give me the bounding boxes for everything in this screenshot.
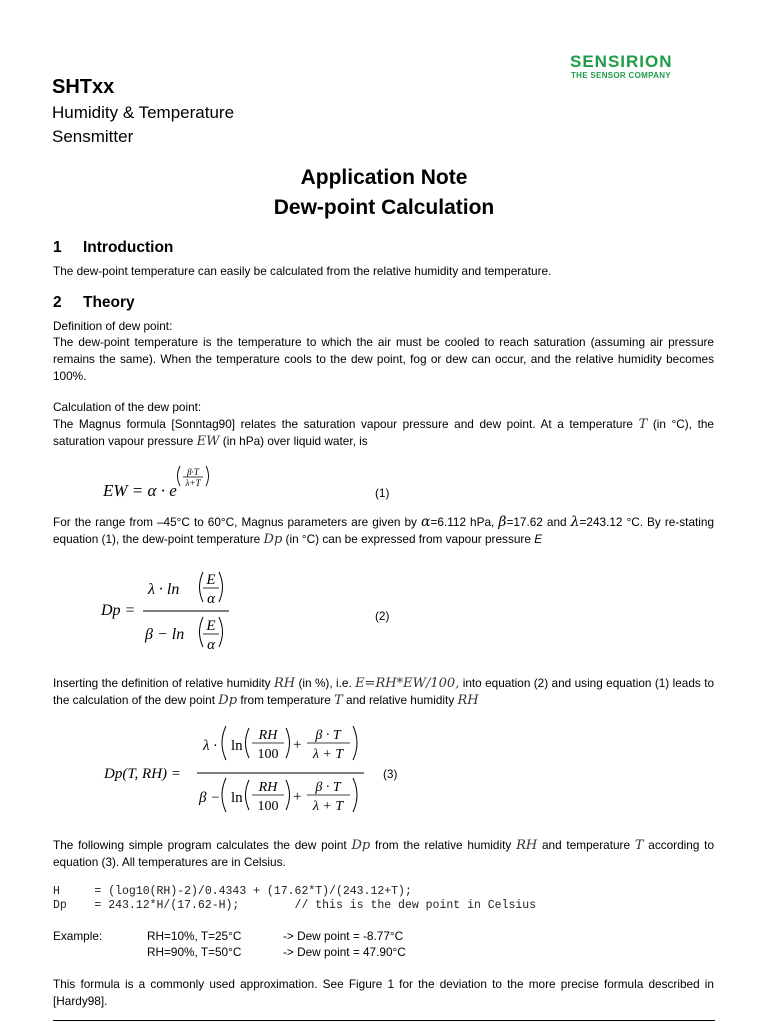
section-title: Theory [83,294,135,311]
eq2-num-alpha: α [207,591,215,607]
range-paragraph [53,514,714,548]
insert-paragraph [53,675,714,709]
symbol-t: T [334,693,343,708]
closing-paragraph: This formula is a commonly used approximation. See Figure 1 for the deviation to the more precise formula described in [Hardy98]. [53,977,714,1008]
symbol-lambda: λ [570,514,580,530]
subtitle-line-2: Sensmitter [52,127,134,146]
example-2-output: -> Dew point = 47.90°C [283,945,406,959]
example-1-output: -> Dew point = -8.77°C [283,929,404,943]
eq3-num-plus: + [293,737,302,753]
product-subtitle [52,101,312,149]
eq3-lhs: Dp(T, RH) = [104,766,181,782]
text-span: =243.12 °C. By re-stating equation (1), the dew-point temperature [53,515,715,546]
eq3-den-beta-t: β · T [315,780,341,795]
program-paragraph [53,837,714,871]
symbol-rh: RH [516,838,538,853]
eq2-den-e: E [206,618,216,634]
text-span: Inserting the definition of relative humidity [53,676,271,690]
eq3-num-lambda-t: λ + T [312,747,344,762]
text-span: from temperature [240,693,331,707]
section-number: 2 [53,294,62,311]
code-line-1: H = (log10(RH)-2)/0.4343 + (17.62*T)/(243.12+T); [53,885,412,898]
code-line-2: Dp = 243.12*H/(17.62-H); // this is the dew point in Celsius [53,899,537,912]
symbol-alpha: α [421,514,431,530]
eq3-den-ln: ln [231,790,243,806]
text-span: (in %), i.e. [298,676,352,690]
eq1-exp-num: β·T [187,467,199,477]
symbol-t: T [634,838,644,853]
eq3-num-outer-right [353,726,357,760]
eq3-den-100: 100 [257,799,279,814]
eq2-den-paren-right [219,617,223,647]
text-span: into equation (2) and using equation (1) leads to the calculation of the dew point [53,676,715,707]
definition-label: Definition of dew point: [53,319,173,333]
eq3-num-ln: ln [231,738,243,754]
symbol-rh: RH [273,676,296,691]
equation-1-number: (1) [375,486,390,500]
intro-paragraph: The dew-point temperature can easily be calculated from the relative humidity and temperature. [53,264,552,278]
eq2-numerator-prefix: λ · ln [148,581,180,598]
section-title: Introduction [83,239,174,256]
sensirion-logo: SENSIRION [570,52,673,71]
text-span: from the relative humidity [375,838,512,852]
example-1-input: RH=10%, T=25°C [147,929,242,943]
eq1-lhs: EW = α · e [103,481,177,500]
eq3-den-outer-left [222,778,226,812]
text-span: (in °C) can be expressed from vapour pressure [285,532,531,546]
text-span: (in °C), the saturation vapour pressure [53,417,714,448]
eq2-den-paren-left [200,617,204,647]
eq3-den-ln-left [246,780,250,810]
text-span: =17.62 and [506,515,567,529]
eq1-paren-left [178,466,181,486]
example-label: Example: [53,929,103,943]
text-span: and relative humidity [346,693,455,707]
symbol-e: E [534,532,543,546]
symbol-ew: EW [196,434,220,449]
section-heading-theory [53,294,135,312]
logo-tagline: THE SENSOR COMPANY [571,71,671,80]
eq3-num-outer-left [222,726,226,760]
eq3-den-outer-right [353,778,357,812]
eq2-num-paren-right [219,572,223,602]
e-definition: E=RH*EW/100, [355,676,460,691]
eq3-den-lambda-t: λ + T [312,799,344,814]
symbol-dp: Dp [351,838,371,853]
eq3-den-rh: RH [258,780,278,795]
text-span: The Magnus formula [Sonntag90] relates the saturation vapour pressure and dew point. At a temperature [53,417,633,431]
equation-1 [95,462,255,502]
example-2-input: RH=90%, T=50°C [147,945,242,959]
equation-3 [100,718,370,824]
section-number: 1 [53,239,62,256]
subtitle-line-1: Humidity & Temperature [52,103,235,122]
text-span: The following simple program calculates the dew point [53,838,347,852]
symbol-dp: Dp [218,693,238,708]
equation-3-number: (3) [383,767,398,781]
eq3-num-rh: RH [258,728,278,743]
product-name: SHTxx [52,76,115,98]
footer-divider [53,1020,715,1021]
calculation-label: Calculation of the dew point: [53,400,202,414]
definition-paragraph: The dew-point temperature is the temperature to which the air must be cooled to reach saturation (assuming air pressure remains the same). When the temperature cools to the dew point, fog or dew can occur, and the relative humidity becomes 100%. [53,335,714,383]
eq1-exp-den: λ+T [185,478,201,488]
text-span: according to equation (3). All temperatures are in Celsius. [53,838,715,869]
eq2-den-alpha: α [207,637,215,653]
eq3-den-plus: + [293,789,302,805]
text-span: For the range from –45°C to 60°C, Magnus parameters are given by [53,515,417,529]
text-span: (in hPa) over liquid water, is [222,434,368,448]
magnus-paragraph [53,416,714,450]
eq2-denominator-prefix: β − ln [145,626,185,643]
symbol-rh: RH [457,693,479,708]
eq3-den-ln-right [286,780,290,810]
eq3-denominator-prefix: β − [199,790,221,806]
equation-2 [95,562,235,662]
eq2-num-e: E [206,572,216,588]
document-title: Application Note [300,166,468,189]
document-subtitle: Dew-point Calculation [273,196,495,219]
text-span: =6.112 hPa, [430,515,495,529]
equation-2-number: (2) [375,609,390,623]
eq2-lhs: Dp = [101,602,136,619]
eq3-numerator-prefix: λ · [203,738,217,754]
section-heading-introduction [53,239,173,257]
eq3-num-ln-left [246,728,250,758]
symbol-beta: β [498,514,507,530]
symbol-t: T [638,417,648,432]
eq1-paren-right [206,466,209,486]
eq3-num-beta-t: β · T [315,728,341,743]
eq3-num-100: 100 [257,747,279,762]
text-span: and temperature [541,838,631,852]
eq3-num-ln-right [286,728,290,758]
symbol-dp: Dp [263,532,283,547]
eq2-num-paren-left [200,572,204,602]
